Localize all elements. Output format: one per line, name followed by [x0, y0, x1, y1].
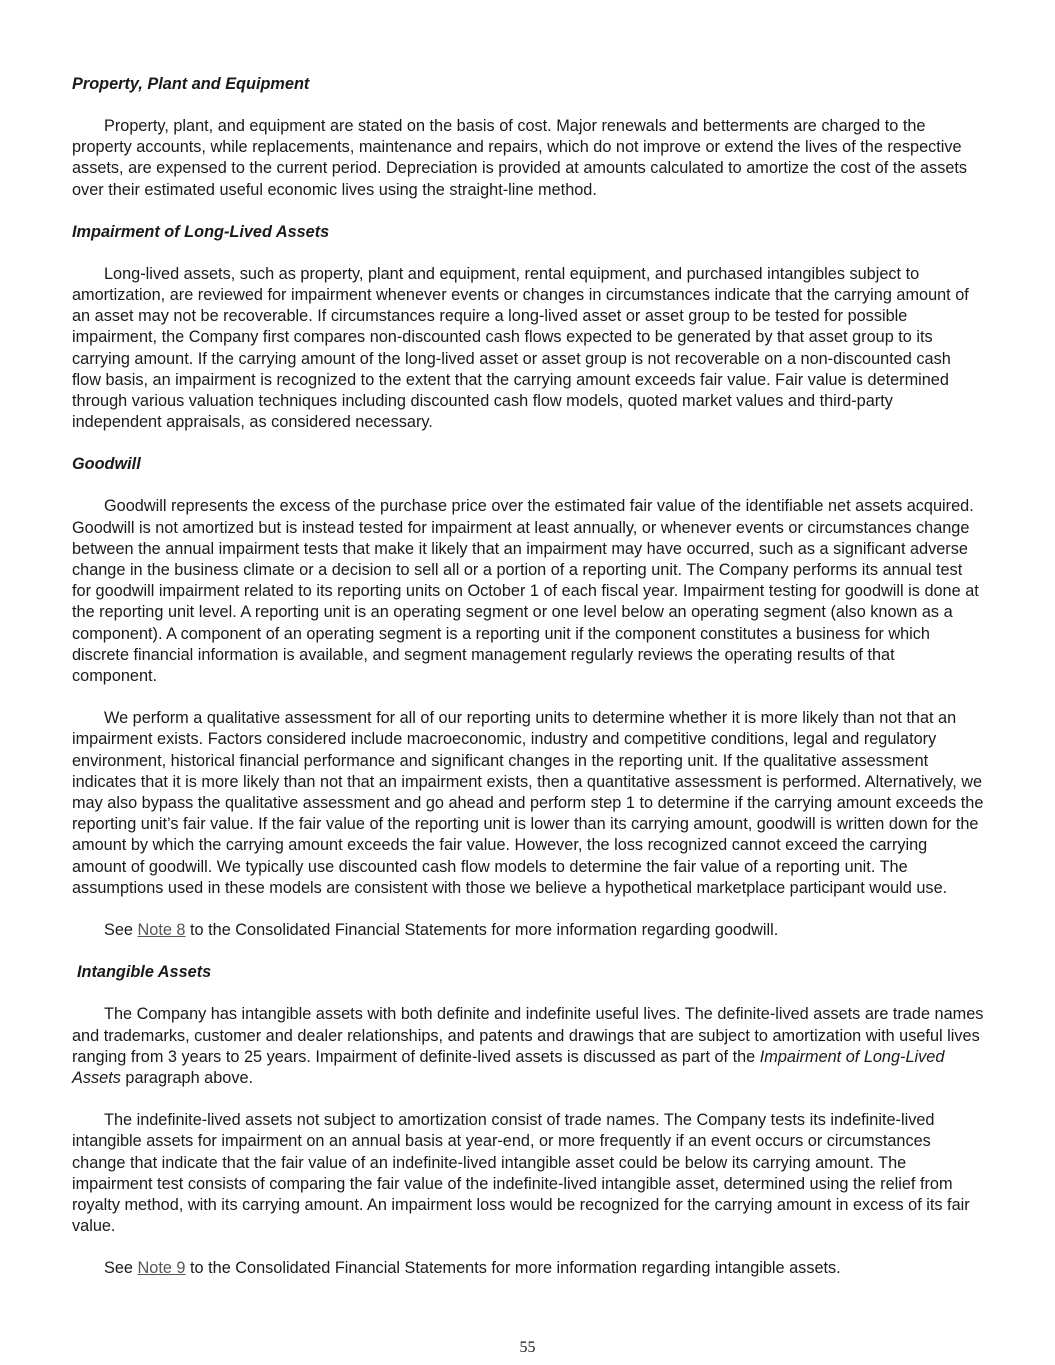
document-page	[72, 74, 984, 1301]
paragraph-intangibles-see-note	[72, 1258, 984, 1279]
paragraph-impairment: Long-lived assets, such as property, plant and equipment, rental equipment, and purchased intangibles subject to amortization, are reviewed for impairment whenever events or changes in circumstances indicate that the carrying amount of an asset may not be recoverable. If circumstances require a long-lived asset or asset group to be tested for possible impairment, the Company first compares non-discounted cash flows expected to be generated by that asset group to its carrying amount. If the carrying amount of the long-lived asset or asset group is not recoverable on a non-discounted cash flow basis, an impairment is recognized to the extent that the carrying amount exceeds fair value. Fair value is determined through various valuation techniques including discounted cash flow models, quoted market values and third-party independent appraisals, as considered necessary.	[72, 264, 969, 432]
heading-ppe: Property, Plant and Equipment	[72, 75, 310, 93]
note-9-link[interactable]: Note 9	[137, 1259, 186, 1278]
paragraph-ppe: Property, plant, and equipment are stated on the basis of cost. Major renewals and betterments are charged to the property accounts, while replacements, maintenance and repairs, which do not improve or extend the lives of the respective assets, are expensed to the current period. Depreciation is provided at amounts calculated to amortize the cost of the assets over their estimated useful economic lives using the straight-line method.	[72, 117, 968, 199]
paragraph-goodwill-1: Goodwill represents the excess of the purchase price over the estimated fair value of the identifiable net assets acquired. Goodwill is not amortized but is instead tested for impairment at least annually, or whenever events or circumstances change between the annual impairment tests that make it likely that an impairment may have occurred, such as a significant adverse change in the business climate or a decision to sell all or a portion of a reporting unit. The Company performs its annual test for goodwill impairment related to its reporting units on October 1 of each fiscal year. Impairment testing for goodwill is done at the reporting unit level. A reporting unit is an operating segment or one level below an operating segment (also known as a component). A component of an operating segment is a reporting unit if the component constitutes a business for which discrete financial information is available, and segment management regularly reviews the operating results of that component.	[72, 497, 979, 686]
paragraph-goodwill-see-note	[72, 920, 984, 941]
note-8-link[interactable]: Note 8	[137, 921, 186, 940]
see-suffix: to the Consolidated Financial Statements for more information regarding goodwill.	[185, 921, 779, 940]
heading-intangibles: Intangible Assets	[77, 963, 212, 982]
heading-goodwill: Goodwill	[72, 455, 141, 474]
paragraph-intangibles-2: The indefinite-lived assets not subject to amortization consist of trade names. The Company tests its indefinite-lived intangible assets for impairment on an annual basis at year-end, or more frequently if an event occurs or circumstances change that indicate that the fair value of an indefinite-lived intangible asset could be below its carrying amount. The impairment test consists of comparing the fair value of the indefinite-lived intangible asset, determined using the relief from royalty method, with its carrying amount. An impairment loss would be recognized for the carrying amount in excess of its fair value.	[72, 1111, 970, 1236]
paragraph-intangibles-1	[72, 1004, 984, 1089]
intangibles-text-2: paragraph above.	[120, 1068, 254, 1087]
see-prefix: See	[104, 921, 138, 940]
intangibles-text-1: The Company has intangible assets with both definite and indefinite useful lives. The definite-lived assets are trade names and trademarks, customer and dealer relationships, and patents and drawings that are subject to amortization with useful lives ranging from 3 years to 25 years. Impairment of definite-lived assets is discussed as part of the	[72, 1005, 984, 1066]
page-number: 55	[519, 1339, 536, 1356]
see-prefix: See	[104, 1259, 138, 1278]
see-suffix: to the Consolidated Financial Statements for more information regarding intangible assets.	[185, 1259, 841, 1278]
heading-impairment: Impairment of Long-Lived Assets	[72, 222, 330, 241]
intangibles-text-em: Impairment of Long-Lived Assets	[72, 1047, 945, 1087]
paragraph-goodwill-2: We perform a qualitative assessment for all of our reporting units to determine whether it is more likely than not that an impairment exists. Factors considered include macroeconomic, industry and competitive conditions, legal and regulatory environment, historical financial performance and significant changes in the reporting unit. If the qualitative assessment indicates that it is more likely than not that an impairment exists, then a quantitative assessment is performed. Alternatively, we may also bypass the qualitative assessment and go ahead and perform step 1 to determine if the carrying amount exceeds the reporting unit’s fair value. If the fair value of the reporting unit is lower than its carrying amount, goodwill is written down for the amount by which the carrying amount exceeds the fair value. However, the loss recognized cannot exceed the carrying amount of goodwill. We typically use discounted cash flow models to determine the fair value of a reporting unit. The assumptions used in these models are consistent with those we believe a hypothetical marketplace participant would use.	[72, 709, 984, 897]
